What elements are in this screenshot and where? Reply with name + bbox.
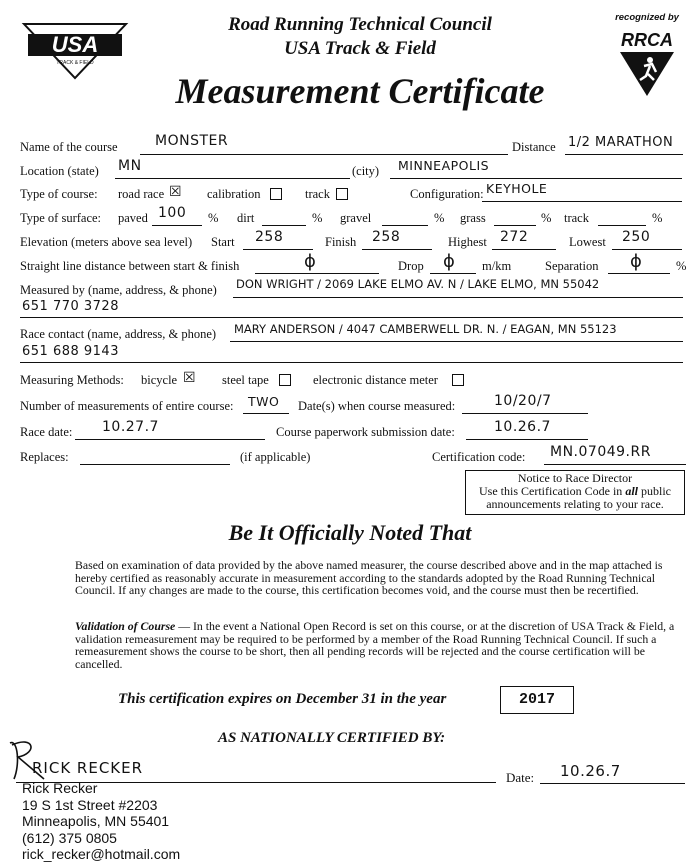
expires-year-box[interactable] <box>500 686 574 714</box>
dates-measured-line <box>462 413 588 414</box>
validation-paragraph <box>75 620 687 670</box>
city-label: (city) <box>352 164 380 178</box>
bicycle-checkbox[interactable]: ☒ <box>183 370 196 386</box>
paved-label: paved <box>118 211 148 225</box>
finish-line <box>362 249 432 250</box>
expires-text: This certification expires on December 31 in the year <box>118 691 447 707</box>
dirt-label: dirt <box>237 211 255 225</box>
race-date-line <box>75 439 265 440</box>
replaces-label: Replaces: <box>20 450 69 464</box>
rrca-logo <box>614 26 680 98</box>
measurer-phone: (612) 375 0805 <box>22 829 117 846</box>
lowest-value[interactable]: 250 <box>622 229 651 245</box>
distance-value[interactable]: 1/2 MARATHON <box>568 135 674 150</box>
measured-by-value[interactable]: DON WRIGHT / 2069 LAKE ELMO AV. N / LAKE ELMO, MN 55042 <box>236 277 600 291</box>
start-line <box>243 249 313 250</box>
document-title: Measurement Certificate <box>175 71 545 111</box>
measurer-address-1: 19 S 1st Street #2203 <box>22 796 158 813</box>
road-race-checkbox[interactable]: ☒ <box>169 184 182 200</box>
calibration-label: calibration <box>207 187 261 201</box>
if-applicable-label: (if applicable) <box>240 450 311 464</box>
race-contact-label: Race contact (name, address, & phone) <box>20 327 217 341</box>
paperwork-date-label: Course paperwork submission date: <box>276 425 455 439</box>
paperwork-date-value[interactable]: 10.26.7 <box>494 419 551 435</box>
cert-code-value[interactable]: MN.07049.RR <box>550 444 651 460</box>
drop-label: Drop <box>398 259 424 273</box>
signature-text: RICK RECKER <box>32 759 144 777</box>
notice-line-2c: public <box>637 484 671 498</box>
track-checkbox[interactable] <box>336 188 348 200</box>
measurer-name: Rick Recker <box>22 780 98 796</box>
num-measurements-value[interactable]: TWO <box>248 394 280 409</box>
measurer-block <box>22 780 180 863</box>
separation-label: Separation <box>545 259 599 273</box>
paved-value[interactable]: 100 <box>158 205 187 221</box>
num-measurements-line <box>243 413 289 414</box>
lowest-line <box>612 249 682 250</box>
highest-value[interactable]: 272 <box>500 229 529 245</box>
distance-label: Distance <box>512 140 556 154</box>
race-date-value[interactable]: 10.27.7 <box>102 419 159 435</box>
road-race-label: road race <box>118 187 165 201</box>
grass-line <box>494 225 536 226</box>
edm-label: electronic distance meter <box>313 373 438 387</box>
measuring-methods-label: Measuring Methods: <box>20 373 124 387</box>
measured-by-line <box>233 297 683 298</box>
measured-by-line-2 <box>20 317 683 318</box>
org-name-2: USA Track & Field <box>284 38 436 59</box>
svg-text:USA: USA <box>51 32 99 57</box>
sign-date-value[interactable]: 10.26.7 <box>560 762 621 780</box>
cert-code-label: Certification code: <box>432 450 526 464</box>
straight-line-line <box>255 273 379 274</box>
type-of-course-label: Type of course: <box>20 187 98 201</box>
notice-line-3: announcements relating to your race. <box>486 497 664 511</box>
track-surface-label: track <box>564 211 589 225</box>
track-surface-percent: % <box>652 211 663 225</box>
certified-by-label: AS NATIONALLY CERTIFIED BY: <box>218 730 446 746</box>
steel-tape-label: steel tape <box>222 373 269 387</box>
grass-percent: % <box>541 211 552 225</box>
notice-box <box>465 470 685 515</box>
dirt-line <box>262 225 306 226</box>
separation-value[interactable]: ϕ <box>630 251 643 272</box>
usa-track-field-logo <box>20 20 130 80</box>
course-name-value[interactable]: MONSTER <box>155 133 229 149</box>
measured-by-phone[interactable]: 651 770 3728 <box>22 299 119 314</box>
configuration-label: Configuration: <box>410 187 484 201</box>
separation-line <box>608 273 670 274</box>
elevation-label: Elevation (meters above sea level) <box>20 235 193 249</box>
finish-value[interactable]: 258 <box>372 229 401 245</box>
lowest-label: Lowest <box>569 235 606 249</box>
straight-line-value[interactable]: ϕ <box>304 251 317 272</box>
separation-percent: % <box>676 259 687 273</box>
location-value[interactable]: MN <box>118 158 142 174</box>
measured-by-label: Measured by (name, address, & phone) <box>20 283 217 297</box>
configuration-line <box>482 201 682 202</box>
paved-line <box>152 225 202 226</box>
track-surface-line <box>598 225 646 226</box>
gravel-line <box>382 225 428 226</box>
race-date-label: Race date: <box>20 425 73 439</box>
noted-heading: Be It Officially Noted That <box>228 520 472 545</box>
city-line <box>390 178 682 179</box>
location-line <box>115 178 350 179</box>
dirt-percent: % <box>312 211 323 225</box>
cert-code-line <box>544 464 686 465</box>
gravel-percent: % <box>434 211 445 225</box>
measurer-address-2: Minneapolis, MN 55401 <box>22 813 170 829</box>
notice-line-2b: all <box>625 484 638 498</box>
city-value[interactable]: MINNEAPOLIS <box>398 158 490 173</box>
drop-value[interactable]: ϕ <box>443 251 456 272</box>
measurer-email[interactable]: rick_recker@hotmail.com <box>22 846 181 862</box>
course-name-label: Name of the course <box>20 140 118 154</box>
race-contact-line <box>230 341 683 342</box>
certification-paragraph: Based on examination of data provided by the above named measurer, the course described above and in the map attached is hereby certified as reasonably accurate in measurement according to the standards adopted by the Road Running Technical Council. If any changes are made to the course, this certification becomes void, and the course must then be recertified. <box>75 558 663 598</box>
calibration-checkbox[interactable] <box>270 188 282 200</box>
paved-percent: % <box>208 211 219 225</box>
steel-tape-checkbox[interactable] <box>279 374 291 386</box>
expires-year: 2017 <box>518 691 555 708</box>
start-label: Start <box>211 235 235 249</box>
dates-measured-label: Date(s) when course measured: <box>298 399 456 413</box>
notice-line-2a: Use this Certification Code in <box>479 484 626 498</box>
sign-date-line <box>540 783 685 784</box>
notice-title: Notice to Race Director <box>517 471 633 485</box>
surface-label: Type of surface: <box>20 211 102 225</box>
paperwork-date-line <box>466 439 588 440</box>
configuration-value[interactable]: KEYHOLE <box>486 181 548 196</box>
org-name-1: Road Running Technical Council <box>228 14 492 35</box>
race-contact-phone[interactable]: 651 688 9143 <box>22 344 119 359</box>
highest-label: Highest <box>448 235 487 249</box>
sign-date-label: Date: <box>506 770 535 785</box>
edm-checkbox[interactable] <box>452 374 464 386</box>
recognized-by-label: recognized by <box>615 12 679 23</box>
grass-label: grass <box>460 211 486 225</box>
num-measurements-label: Number of measurements of entire course: <box>20 399 234 413</box>
svg-text:RRCA: RRCA <box>621 30 673 50</box>
race-contact-value[interactable]: MARY ANDERSON / 4047 CAMBERWELL DR. N. / EAGAN, MN 55123 <box>234 322 617 336</box>
highest-line <box>492 249 556 250</box>
track-label: track <box>305 187 330 201</box>
straight-line-label: Straight line distance between start & finish <box>20 259 240 273</box>
distance-line <box>565 154 683 155</box>
validation-text: — In the event a National Open Record is set on this course, or at the discretion of USA Track & Field, a validation remeasurement may be required to be performed by a member of the Road Running Technical Council. If such a remeasurement shows the course to be short, then all pending records will be rejected and the course certification will be cancelled. <box>75 619 675 671</box>
validation-title: Validation of Course <box>75 619 176 633</box>
drop-line <box>430 273 476 274</box>
drop-unit: m/km <box>482 259 512 273</box>
race-contact-line-2 <box>20 362 683 363</box>
finish-label: Finish <box>325 235 357 249</box>
gravel-label: gravel <box>340 211 372 225</box>
bicycle-label: bicycle <box>141 373 178 387</box>
dates-measured-value[interactable]: 10/20/7 <box>494 393 552 409</box>
replaces-line <box>80 464 230 465</box>
course-name-line <box>140 154 508 155</box>
location-label: Location (state) <box>20 164 99 178</box>
start-value[interactable]: 258 <box>255 229 284 245</box>
svg-text:TRACK & FIELD: TRACK & FIELD <box>56 60 94 66</box>
signature <box>4 735 174 783</box>
